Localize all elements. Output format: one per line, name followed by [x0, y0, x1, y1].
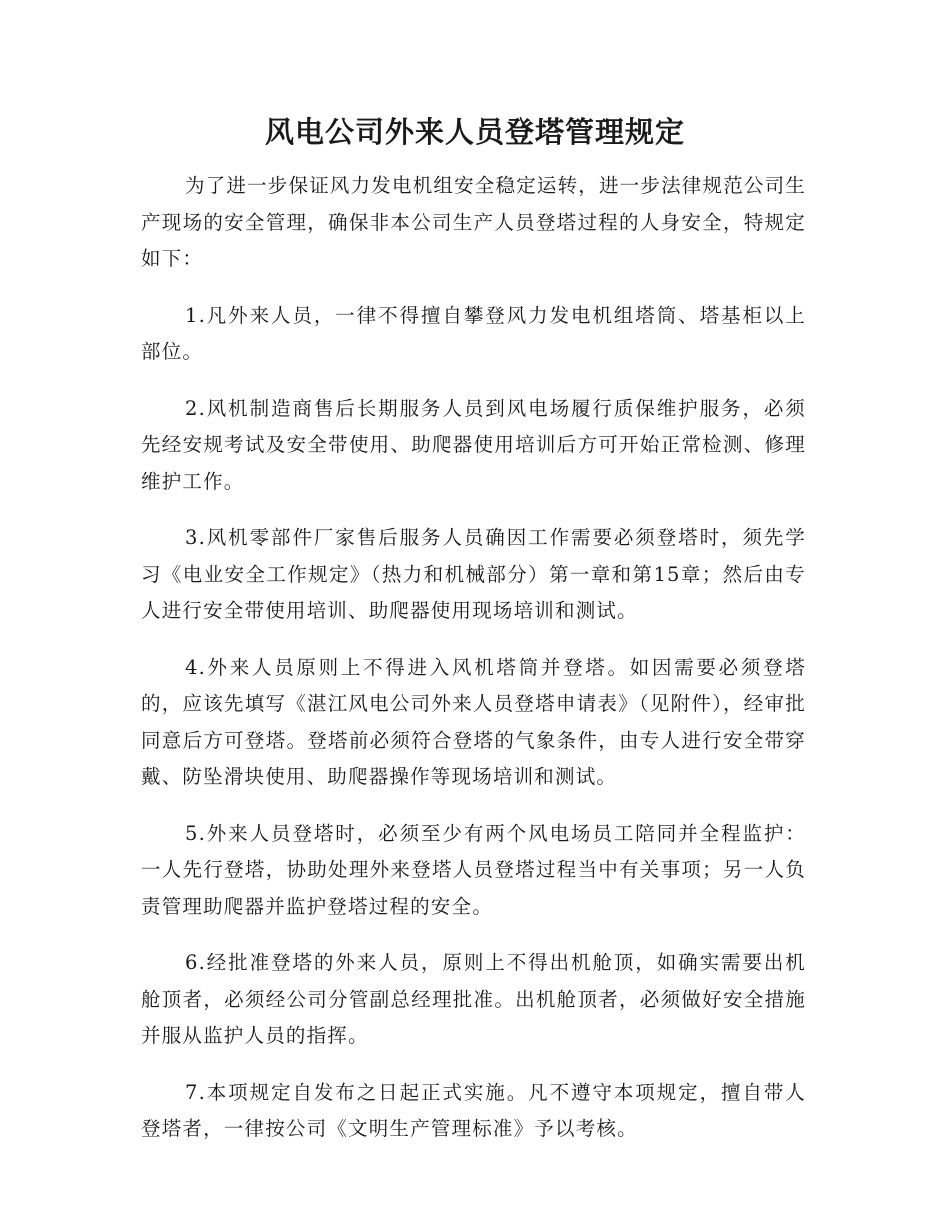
- document-body: [141, 168, 806, 1168]
- clause-5-paragraph: 5.外来人员登塔时，必须至少有两个风电场员工陪同并全程监护：一人先行登塔，协助处理外来登塔人员登塔过程当中有关事项；另一人负责管理助爬器并监护登塔过程的安全。: [141, 821, 806, 918]
- clause-3-paragraph: 3.风机零部件厂家售后服务人员确因工作需要必须登塔时，须先学习《电业安全工作规定》（热力和机械部分）第一章和第15章；然后由专人进行安全带使用培训、助爬器使用现场培训和测试。: [141, 526, 806, 622]
- intro-paragraph: 为了进一步保证风力发电机组安全稳定运转，进一步法律规范公司生产现场的安全管理，确保非本公司生产人员登塔过程的人身安全，特规定如下：: [141, 174, 807, 270]
- clause-7-paragraph: 7.本项规定自发布之日起正式实施。凡不遵守本项规定，擅自带人登塔者，一律按公司《文明生产管理标准》予以考核。: [141, 1080, 806, 1140]
- clause-6-paragraph: 6.经批准登塔的外来人员，原则上不得出机舱顶，如确实需要出机舱顶者，必须经公司分管副总经理批准。出机舱顶者，必须做好安全措施并服从监护人员的指挥。: [141, 951, 806, 1047]
- document-title: 风电公司外来人员登塔管理规定: [264, 115, 685, 149]
- clause-4-paragraph: 4.外来人员原则上不得进入风机塔筒并登塔。如因需要必须登塔的，应该先填写《湛江风电公司外来人员登塔申请表》（见附件），经审批同意后方可登塔。登塔前必须符合登塔的气象条件，由专人进行安全带穿戴、防坠滑块使用、助爬器操作等现场培训和测试。: [141, 655, 806, 788]
- clause-2-paragraph: 2.风机制造商售后长期服务人员到风电场履行质保维护服务，必须先经安规考试及安全带使用、助爬器使用培训后方可开始正常检测、修理维护工作。: [141, 396, 806, 493]
- clause-1-paragraph: 1.凡外来人员，一律不得擅自攀登风力发电机组塔筒、塔基柜以上部位。: [141, 303, 806, 363]
